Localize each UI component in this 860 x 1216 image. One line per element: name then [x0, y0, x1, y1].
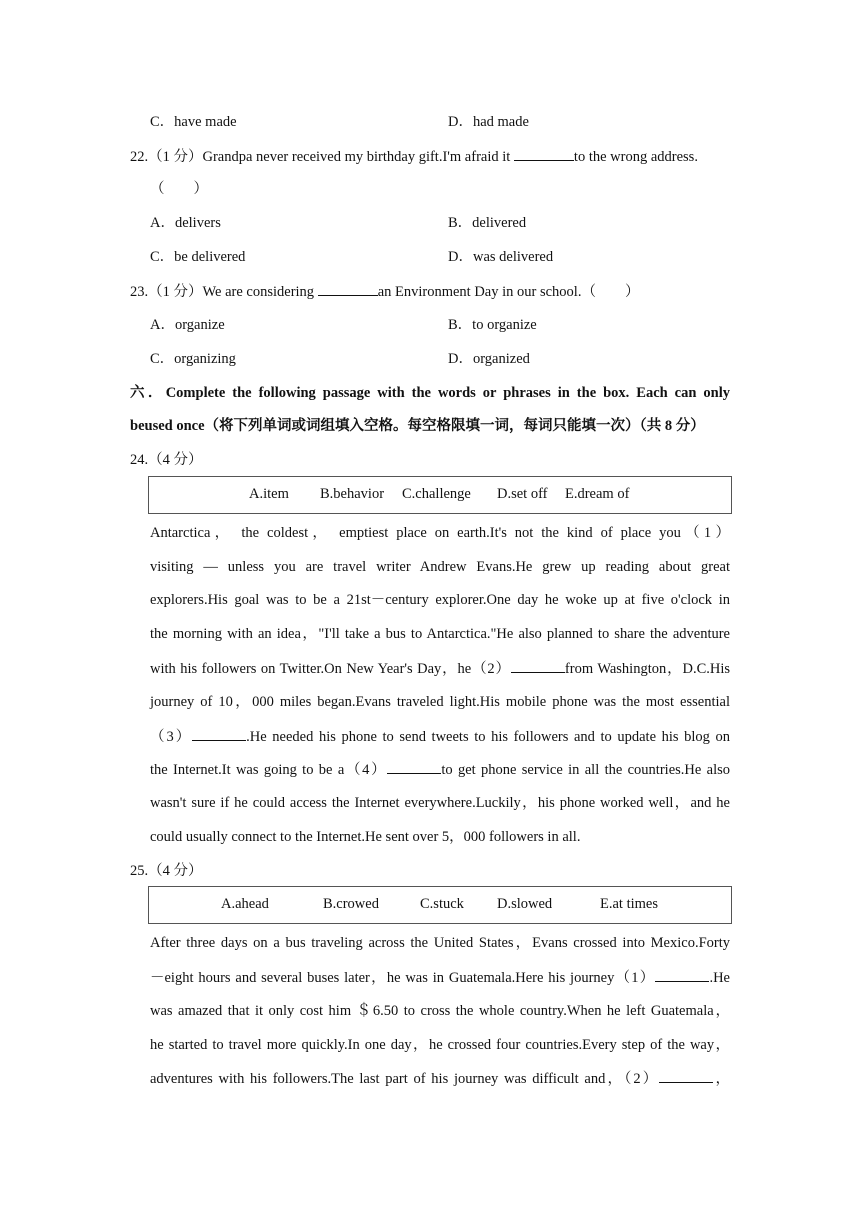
q24-passage-line: the morning with an idea，"I'll take a bus to Antarctica."He also planned to share the adventure	[150, 626, 730, 642]
q24-blank-4	[387, 759, 441, 774]
q25-passage-line: After three days on a bus traveling across the United States，Evans crossed into Mexico.Forty	[150, 935, 730, 951]
q22-blank	[514, 146, 574, 161]
q22-answer-paren: （ ）	[150, 181, 208, 197]
q24-word: B.behavior	[320, 486, 385, 502]
q23-stem: 23.（1 分）We are considering an Environment Day in our school.（ ）	[130, 281, 639, 302]
q24-passage-line: wasn't sure if he could access the Internet everywhere.Luckily，his phone worked well，and he	[150, 795, 730, 811]
q25-header: 25.（4 分）	[130, 863, 203, 879]
q25-word: D.slowed	[497, 896, 553, 912]
q25-word-box	[148, 886, 732, 924]
q25-word: C.stuck	[420, 896, 464, 912]
q24-passage-line: journey of 10，000 miles began.Evans traveled light.His mobile phone was the most essential	[150, 694, 730, 710]
q25-passage-line: he started to travel more quickly.In one day，he crossed four countries.Every step of the way，	[150, 1037, 730, 1053]
q24-blank-3	[192, 726, 246, 741]
q24-passage-line: the Internet.It was going to be a（4） to get phone service in all the countries.He also	[150, 759, 730, 780]
q22-option-d: D．was delivered	[448, 249, 554, 265]
q25-passage-line: adventures with his followers.The last part of his journey was difficult and，（2） ，	[150, 1068, 730, 1089]
section-six-heading-line2: beused once（将下列单词或词组填入空格。每空格限填一词，每词只能填一次）（共 8 分）	[130, 418, 705, 434]
q24-passage-line: visiting — unless you are travel writer Andrew Evans.He grew up reading about great	[150, 559, 730, 575]
q23-option-b: B．to organize	[448, 317, 537, 333]
q24-word: A.item	[249, 486, 289, 502]
q25-word: A.ahead	[221, 896, 269, 912]
q24-passage-line: （3） .He needed his phone to send tweets to his followers and to update his blog on	[150, 726, 730, 747]
q25-blank-1	[655, 967, 709, 982]
q22-option-c: C．be delivered	[150, 249, 246, 265]
q24-word: D.set off	[497, 486, 548, 502]
q24-passage-line: could usually connect to the Internet.He sent over 5，000 followers in all.	[150, 829, 581, 845]
q23-blank	[318, 281, 378, 296]
q24-passage-line: explorers.His goal was to be a 21st－century explorer.One day he woke up at five o'clock in	[150, 592, 730, 608]
q24-passage-line: with his followers on Twitter.On New Year's Day，he（2） from Washington，D.C.His	[150, 658, 730, 679]
q24-passage-line: Antarctica， the coldest， emptiest place on earth.It's not the kind of place you（1）	[150, 525, 730, 541]
q24-word: C.challenge	[402, 486, 471, 502]
q24-header: 24.（4 分）	[130, 452, 203, 468]
q25-blank-2	[659, 1068, 713, 1083]
q22-option-b: B．delivered	[448, 215, 527, 231]
q23-option-d: D．organized	[448, 351, 530, 367]
q24-word: E.dream of	[565, 486, 630, 502]
q22-stem: 22.（1 分）Grandpa never received my birthday gift.I'm afraid it to the wrong address.	[130, 146, 698, 167]
q22-option-a: A．delivers	[150, 215, 221, 231]
section-six-heading-line1: 六．Complete the following passage with the words or phrases in the box. Each can only	[130, 385, 730, 401]
q21-option-c: C．have made	[150, 114, 237, 130]
q24-word-box	[148, 476, 732, 514]
q25-passage-line: －eight hours and several buses later，he was in Guatemala.Here his journey（1） .He	[150, 967, 730, 988]
q23-option-a: A．organize	[150, 317, 225, 333]
q23-option-c: C．organizing	[150, 351, 236, 367]
q25-word: E.at times	[600, 896, 658, 912]
q24-blank-2	[511, 658, 565, 673]
q25-word: B.crowed	[323, 896, 379, 912]
q25-passage-line: was amazed that it only cost him ＄6.50 to cross the whole country.When he left Guatemala，	[150, 1003, 730, 1019]
q21-option-d: D．had made	[448, 114, 529, 130]
